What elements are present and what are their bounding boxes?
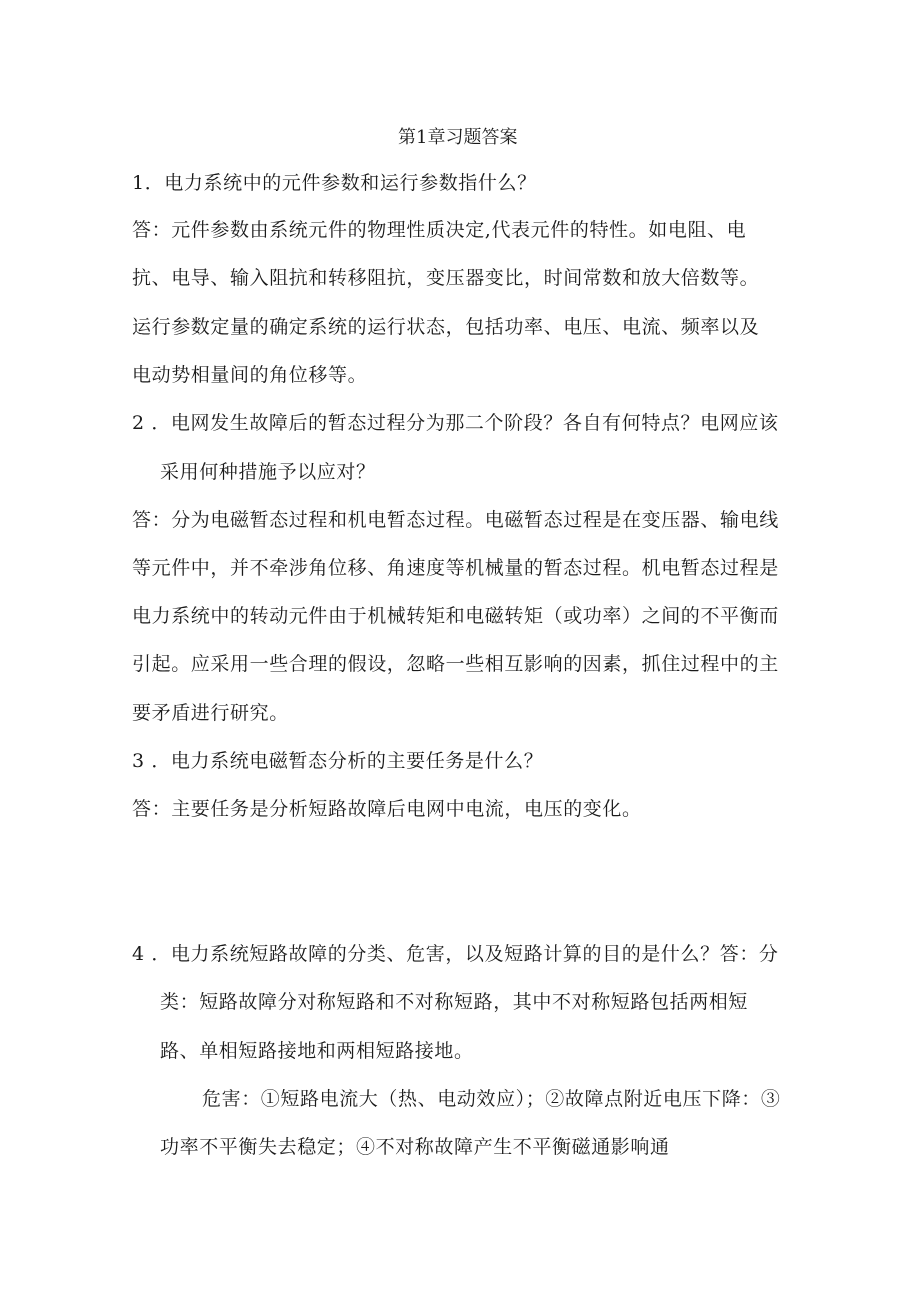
answer-1-line-2: 抗、电导、输入阻抗和转移阻抗，变压器变比，时间常数和放大倍数等。	[132, 267, 760, 289]
answer-1-line-4: 电动势相量间的角位移等。	[132, 364, 368, 386]
question-2-line-1: 2 ．电网发生故障后的暂态过程分为那二个阶段？各自有何特点？电网应该	[132, 412, 779, 434]
page-title: 第1章习题答案	[398, 127, 518, 148]
answer-1-line-1: 答：元件参数由系统元件的物理性质决定,代表元件的特性。如电阻、电	[132, 219, 747, 241]
answer-2-line-4: 引起。应采用一些合理的假设，忽略一些相互影响的因素，抓住过程中的主	[132, 653, 779, 675]
question-1: 1．电力系统中的元件参数和运行参数指什么？	[132, 172, 537, 194]
answer-1-line-3: 运行参数定量的确定系统的运行状态，包括功率、电压、电流、频率以及	[132, 316, 760, 338]
answer-3: 答：主要任务是分析短路故障后电网中电流，电压的变化。	[132, 798, 642, 820]
harm-line-2: 功率不平衡失去稳定；④不对称故障产生不平衡磁通影响通	[160, 1136, 670, 1158]
question-4-line-2: 类：短路故障分对称短路和不对称短路，其中不对称短路包括两相短	[160, 991, 749, 1013]
question-4-line-1: 4 ．电力系统短路故障的分类、危害，以及短路计算的目的是什么？答：分	[132, 943, 779, 965]
question-3: 3 ．电力系统电磁暂态分析的主要任务是什么？	[132, 750, 544, 772]
harm-line-1: 危害：①短路电流大（热、电动效应）；②故障点附近电压下降：③	[202, 1088, 781, 1110]
answer-2-line-1: 答：分为电磁暂态过程和机电暂态过程。电磁暂态过程是在变压器、输电线	[132, 509, 779, 531]
question-4-line-3: 路、单相短路接地和两相短路接地。	[160, 1040, 474, 1062]
question-2-line-2: 采用何种措施予以应对？	[160, 461, 376, 483]
answer-2-line-5: 要矛盾进行研究。	[132, 702, 289, 724]
answer-2-line-2: 等元件中，并不牵涉角位移、角速度等机械量的暂态过程。机电暂态过程是	[132, 557, 779, 579]
answer-2-line-3: 电力系统中的转动元件由于机械转矩和电磁转矩（或功率）之间的不平衡而	[132, 605, 779, 627]
